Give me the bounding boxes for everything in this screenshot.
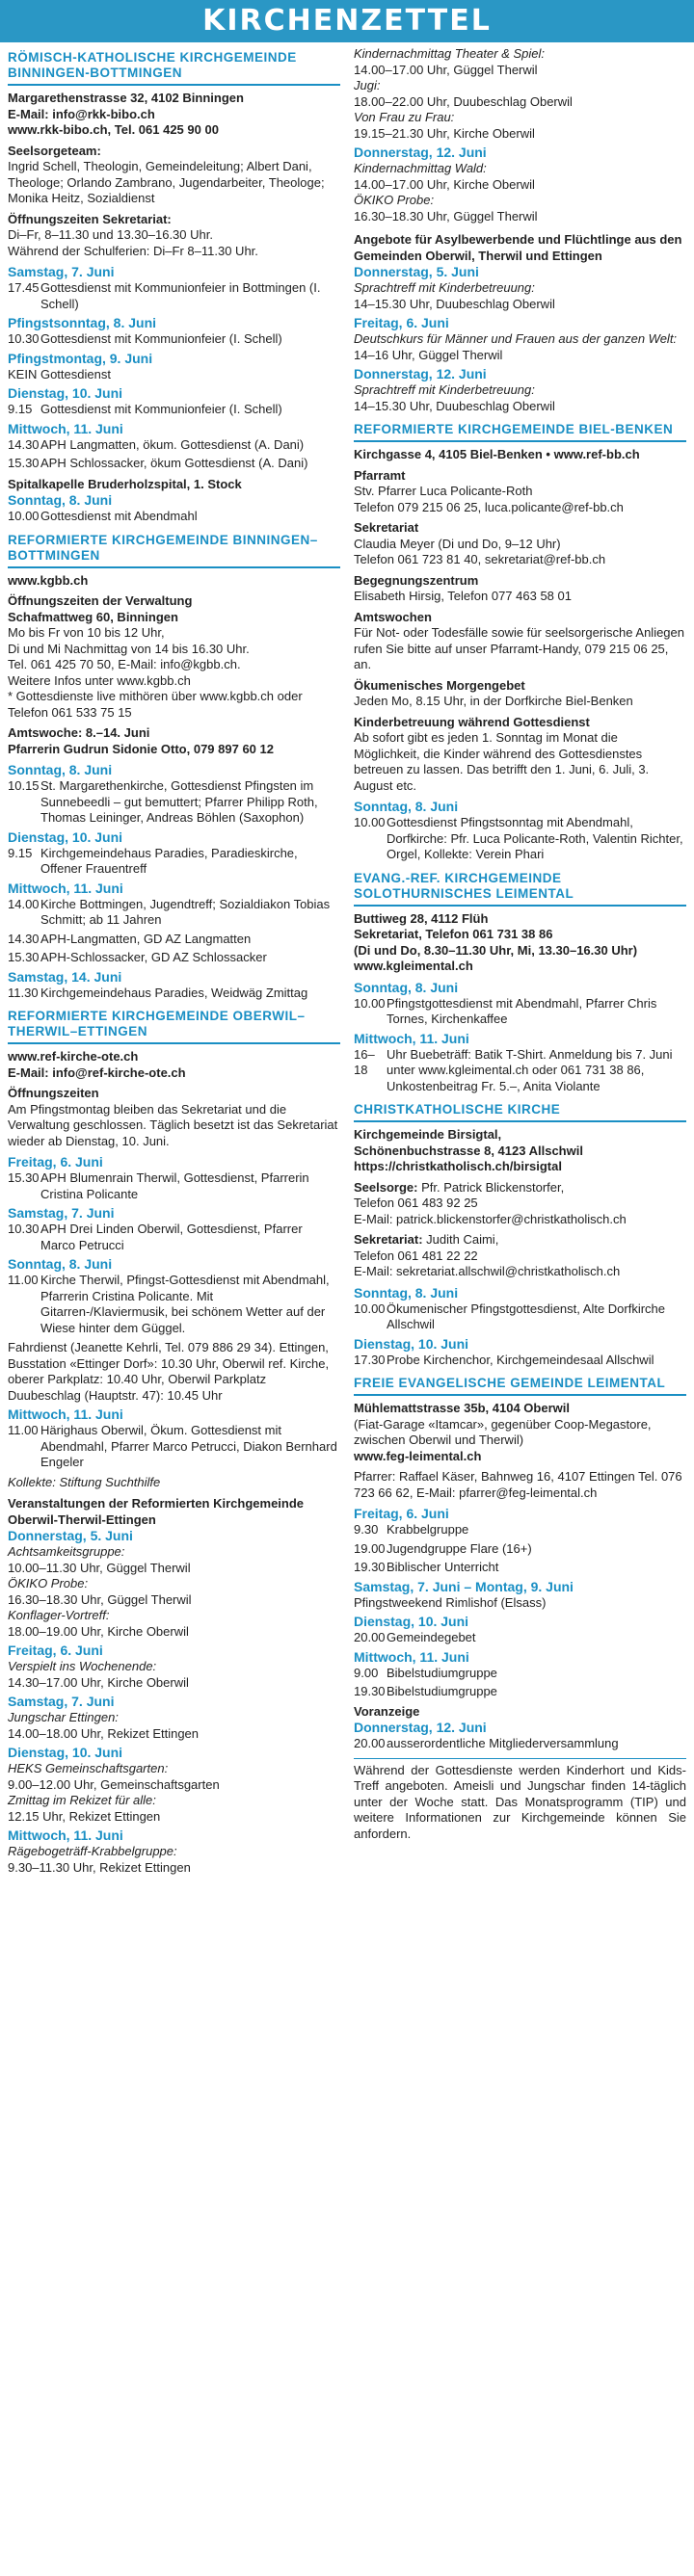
event-time: 11.00 xyxy=(8,1423,39,1437)
day-heading: Mittwoch, 11. Juni xyxy=(354,1648,469,1665)
day-heading: Samstag, 7. Juni xyxy=(8,1694,115,1709)
parish-name: Kirchgemeinde Birsigtal, xyxy=(354,1127,502,1142)
event-text: APH-Schlossacker, GD AZ Schlossacker xyxy=(40,950,267,964)
email: E-Mail: info@ref-kirche-ote.ch xyxy=(8,1065,186,1080)
day-heading: Dienstag, 10. Juni xyxy=(354,1614,469,1629)
office-info: Weitere Infos unter www.kgbb.ch xyxy=(8,672,191,688)
section-ref-oberwil-cont xyxy=(354,42,686,414)
activity-name: Verspielt ins Wochenende: xyxy=(8,1659,157,1673)
section-ref-binningen xyxy=(8,525,340,1002)
activity-name: Von Frau zu Frau: xyxy=(354,110,455,124)
activity-name: ÖKIKO Probe: xyxy=(354,193,435,207)
event-text: Gottesdienst Pfingstsonntag mit Abendmahl, Dorfkirche: Pfr. Luca Policante-Roth, Valentin Richter, Orgel, Kollekte: Verein Phari xyxy=(387,815,683,861)
activity-name: Zmittag im Rekizet für alle: xyxy=(8,1793,156,1807)
prayer-text: Jeden Mo, 8.15 Uhr, in der Dorfkirche Biel-Benken xyxy=(354,694,633,708)
event-text: Bibelstudiumgruppe xyxy=(387,1684,497,1698)
event xyxy=(354,1353,686,1369)
activity-time: 14.00–17.00 Uhr, Güggel Therwil xyxy=(354,62,538,77)
section-solothurn xyxy=(354,863,686,1095)
office-hours: Di und Mi Nachmittag von 14 bis 16.30 Uhr. xyxy=(8,641,250,656)
section-title: FREIE EVANGELISCHE GEMEINDE LEIMENTAL xyxy=(354,1368,686,1396)
office-heading: Sekretariat: xyxy=(354,1232,423,1247)
duty-week: Amtswoche: 8.–14. Juni xyxy=(8,725,150,740)
office-hours: (Di und Do, 8.30–11.30 Uhr, Mi, 13.30–16.30 Uhr) xyxy=(354,942,638,958)
closing-note: Während der Gottesdienste werden Kinderhort und Kids-Treff angeboten. Ameisli und Jungschar finden 14-täglich unter der Woche statt. Das Monatsprogramm (TIP) und weitere Informationen zur Kirchgemeinde können Sie anfordern. xyxy=(354,1762,686,1841)
events-heading: Veranstaltungen der Reformierten Kirchgemeinde Oberwil-Therwil-Ettingen xyxy=(8,1496,305,1527)
event-text: KEIN Gottesdienst xyxy=(8,366,111,381)
event-time: 14.00 xyxy=(8,896,40,911)
day-heading: Sonntag, 8. Juni xyxy=(8,762,113,777)
duty-pastor: Pfarrerin Gudrun Sidonie Otto, 079 897 60 12 xyxy=(8,741,274,756)
event xyxy=(8,1222,340,1253)
activity-time: 10.00–11.30 Uhr, Güggel Therwil xyxy=(8,1560,191,1575)
event-text: Gottesdienst mit Kommunionfeier in Bottmingen (I. Schell) xyxy=(40,280,321,311)
section-title: REFORMIERTE KIRCHGEMEINDE BIEL-BENKEN xyxy=(354,414,686,442)
activity-name: Jugi: xyxy=(354,78,381,92)
event-time: 10.00 xyxy=(8,509,40,523)
event-text: Kirche Bottmingen, Jugendtreff; Sozialdiakon Tobias Schmitt; ab 11 Jahren xyxy=(40,896,331,927)
event xyxy=(354,996,686,1028)
day-heading: Donnerstag, 5. Juni xyxy=(8,1528,133,1543)
event-time: 11.00 xyxy=(8,1273,39,1287)
day-heading: Sonntag, 8. Juni xyxy=(8,1256,113,1272)
activity-time: 9.30–11.30 Uhr, Rekizet Ettingen xyxy=(8,1859,191,1875)
activity-time: 12.15 Uhr, Rekizet Ettingen xyxy=(8,1808,161,1824)
activity-time: 16.30–18.30 Uhr, Güggel Therwil xyxy=(8,1591,192,1607)
office-phone: Sekretariat, Telefon 061 731 38 86 xyxy=(354,927,553,941)
right-column xyxy=(354,42,686,1876)
event-time: 17.45 xyxy=(8,280,40,295)
day-heading: Mittwoch, 11. Juni xyxy=(8,1827,123,1843)
office-heading: Öffnungszeiten der Verwaltung xyxy=(8,593,193,608)
preview-heading: Voranzeige xyxy=(354,1703,420,1719)
center-heading: Begegnungszentrum xyxy=(354,572,479,588)
event-time: 19.00 xyxy=(354,1540,386,1556)
event-time: 10.00 xyxy=(354,815,386,829)
event xyxy=(8,897,340,929)
event xyxy=(8,932,340,948)
event xyxy=(8,509,340,525)
event xyxy=(8,402,340,418)
divider xyxy=(354,1758,686,1759)
office-phone: Telefon 061 481 22 22 xyxy=(354,1248,478,1263)
day-heading: Dienstag, 10. Juni xyxy=(8,828,123,845)
event-text: APH-Langmatten, GD AZ Langmatten xyxy=(40,931,252,946)
activity-name: Achtsamkeitsgruppe: xyxy=(8,1544,125,1559)
care-name: Pfr. Patrick Blickenstorfer, xyxy=(421,1179,565,1195)
event-time: 15.30 xyxy=(8,1170,40,1185)
day-heading: Donnerstag, 12. Juni xyxy=(354,145,487,160)
website: www.rkk-bibo.ch, Tel. 061 425 90 00 xyxy=(8,122,219,137)
event-text: Probe Kirchenchor, Kirchgemeindesaal Allschwil xyxy=(387,1352,654,1367)
section-title: CHRISTKATHOLISCHE KIRCHE xyxy=(354,1094,686,1122)
day-heading: Pfingstsonntag, 8. Juni xyxy=(8,315,157,330)
event-text: Kirche Therwil, Pfingst-Gottesdienst mit Abendmahl, Pfarrerin Cristina Policante. Mit Gitarren-/Klaviermusik, bei schönem Wetter auf der Wiese hinter dem Güggel. xyxy=(40,1273,330,1335)
care-phone: Telefon 061 483 92 25 xyxy=(354,1196,478,1210)
event-text: St. Margarethenkirche, Gottesdienst Pfingsten im Sunnebeedli – gut bemuttert; Pfarrer Philipp Roth, Thomas Leininger, Andreas Böhlen (Saxophon) xyxy=(40,778,318,825)
event-time: 9.15 xyxy=(8,845,33,860)
day-heading: Samstag, 7. Juni – Montag, 9. Juni xyxy=(354,1578,574,1594)
event-text: Gottesdienst mit Kommunionfeier (I. Schell) xyxy=(40,402,282,416)
pastor-contact: Telefon 079 215 06 25, luca.policante@ref-bb.ch xyxy=(354,499,624,514)
content-columns xyxy=(0,42,694,1876)
left-column xyxy=(8,42,340,1876)
section-title: EVANG.-REF. KIRCHGEMEINDE SOLOTHURNISCHES LEIMENTAL xyxy=(354,863,686,907)
childcare-text: Ab sofort gibt es jeden 1. Sonntag im Monat die Möglichkeit, die Kinder während des Gottesdienstes betreuen zu lassen. Das betrifft den 1. Juni, 6. Juli, 3. August etc. xyxy=(354,730,650,793)
event xyxy=(354,1541,686,1558)
duty-text: Für Not- oder Todesfälle sowie für seelsorgerische Anliegen rufen Sie bitte auf unser Pfarramt-Handy, 079 215 06 25, an. xyxy=(354,625,684,671)
activity-time: 14.00–18.00 Uhr, Rekizet Ettingen xyxy=(8,1725,200,1741)
event-text: Krabbelgruppe xyxy=(387,1522,469,1537)
day-heading: Donnerstag, 12. Juni xyxy=(354,1720,487,1735)
event xyxy=(8,1170,340,1202)
day-heading: Freitag, 6. Juni xyxy=(354,1506,449,1521)
day-heading: Mittwoch, 11. Juni xyxy=(8,420,123,436)
section-title: REFORMIERTE KIRCHGEMEINDE OBERWIL–THERWIL–ETTINGEN xyxy=(8,1001,340,1044)
activity-time: 14–15.30 Uhr, Duubeschlag Oberwil xyxy=(354,398,555,413)
event-text: APH Drei Linden Oberwil, Gottesdienst, Pfarrer Marco Petrucci xyxy=(40,1222,303,1252)
day-heading: Dienstag, 10. Juni xyxy=(8,1745,123,1760)
page-title: KIRCHENZETTEL xyxy=(0,0,694,42)
activity-time: 9.00–12.00 Uhr, Gemeinschaftsgarten xyxy=(8,1776,220,1792)
day-heading: Freitag, 6. Juni xyxy=(354,315,449,330)
activity-name: Sprachtreff mit Kinderbetreuung: xyxy=(354,280,535,295)
day-heading: Mittwoch, 11. Juni xyxy=(8,880,123,896)
address: Margarethenstrasse 32, 4102 Binningen xyxy=(8,91,244,105)
website: https://christkatholisch.ch/birsigtal xyxy=(354,1159,562,1173)
event xyxy=(354,1630,686,1646)
event xyxy=(354,1047,686,1095)
day-heading: Sonntag, 8. Juni xyxy=(354,979,459,995)
activity-time: 14–16 Uhr, Güggel Therwil xyxy=(354,347,503,362)
activity-name: Deutschkurs für Männer und Frauen aus der ganzen Welt: xyxy=(354,331,678,346)
event-time: 19.30 xyxy=(354,1684,386,1698)
day-heading: Freitag, 6. Juni xyxy=(8,1154,103,1170)
office-hours-holidays: Während der Schulferien: Di–Fr 8–11.30 Uhr. xyxy=(8,243,258,258)
day-heading: Donnerstag, 12. Juni xyxy=(354,366,487,381)
pastor-info: Pfarrer: Raffael Käser, Bahnweg 16, 4107 Ettingen Tel. 076 723 66 62, E-Mail: pfarrer@feg-leimental.ch xyxy=(354,1469,682,1500)
event-time: 9.00 xyxy=(354,1665,379,1680)
day-heading: Sonntag, 8. Juni xyxy=(354,799,459,814)
office-contact: Telefon 061 723 81 40, sekretariat@ref-bb.ch xyxy=(354,552,606,566)
event-text: Kirchgemeindehaus Paradies, Weidwäg Zmittag xyxy=(40,985,308,1000)
event xyxy=(8,280,340,312)
event-text: Pfingstgottesdienst mit Abendmahl, Pfarrer Chris Tornes, Kirchenkaffee xyxy=(387,995,657,1026)
center-contact: Elisabeth Hirsig, Telefon 077 463 58 01 xyxy=(354,589,572,603)
office-hours: Mo bis Fr von 10 bis 12 Uhr, xyxy=(8,625,165,640)
day-heading: Samstag, 14. Juni xyxy=(8,968,122,985)
event-time: 10.30 xyxy=(8,331,40,346)
day-heading: Freitag, 6. Juni xyxy=(8,1643,103,1658)
event-text: Gottesdienst mit Kommunionfeier (I. Schell) xyxy=(40,331,282,346)
event xyxy=(8,1273,340,1336)
office-name: Judith Caimi, xyxy=(426,1232,499,1247)
event-time: 10.15 xyxy=(8,778,40,793)
event-time: 9.30 xyxy=(354,1522,379,1537)
event-time: 20.00 xyxy=(354,1630,386,1644)
address-note: (Fiat-Garage «Itamcar», gegenüber Coop-Megastore, zwischen Oberwil und Therwil) xyxy=(354,1416,652,1447)
event-text: Biblischer Unterricht xyxy=(387,1560,499,1574)
office-email: E-Mail: sekretariat.allschwil@christkatholisch.ch xyxy=(354,1264,621,1278)
duty-heading: Amtswochen xyxy=(354,609,432,624)
event xyxy=(354,1522,686,1538)
activity-time: 14–15.30 Uhr, Duubeschlag Oberwil xyxy=(354,296,555,311)
event-time: 10.30 xyxy=(8,1222,40,1236)
event-time: 20.00 xyxy=(354,1736,386,1750)
section-rk xyxy=(8,42,340,525)
office-address: Schafmattweg 60, Binningen xyxy=(8,609,178,624)
address: Kirchgasse 4, 4105 Biel-Benken • www.ref-bb.ch xyxy=(354,447,640,461)
activity-time: 14.30–17.00 Uhr, Kirche Oberwil xyxy=(8,1674,189,1690)
event-text: Kirchgemeindehaus Paradies, Paradieskirche, Offener Frauentreff xyxy=(40,845,298,876)
office-name: Claudia Meyer (Di und Do, 9–12 Uhr) xyxy=(354,536,561,551)
section-ref-oberwil xyxy=(8,1001,340,1876)
event-time: 14.30 xyxy=(8,436,40,452)
collection-note: Kollekte: Stiftung Suchthilfe xyxy=(8,1474,161,1489)
section-title: RÖMISCH-KATHOLISCHE KIRCHGEMEINDE BINNINGEN-BOTTMINGEN xyxy=(8,42,340,86)
activity-time: 14.00–17.00 Uhr, Kirche Oberwil xyxy=(354,176,535,192)
address: Buttiweg 28, 4112 Flüh xyxy=(354,910,489,926)
spital-heading: Spitalkapelle Bruderholzspital, 1. Stock xyxy=(8,476,242,491)
activity-name: Jungschar Ettingen: xyxy=(8,1710,119,1724)
event xyxy=(354,1684,686,1700)
event xyxy=(354,1301,686,1333)
event xyxy=(8,331,340,348)
event xyxy=(354,1736,686,1752)
event-time: 9.15 xyxy=(8,402,33,416)
event-time: 14.30 xyxy=(8,931,40,946)
day-heading: Samstag, 7. Juni xyxy=(8,1205,115,1221)
activity-name: Sprachtreff mit Kinderbetreuung: xyxy=(354,382,535,397)
event-time: 10.00 xyxy=(354,1301,386,1316)
day-heading: Mittwoch, 11. Juni xyxy=(354,1030,469,1046)
section-ref-biel-benken xyxy=(354,414,686,863)
event xyxy=(8,778,340,827)
day-heading: Sonntag, 8. Juni xyxy=(8,492,113,508)
event-text: ausserordentliche Mitgliederversammlung xyxy=(387,1736,619,1750)
event-time: 19.30 xyxy=(354,1560,386,1574)
event-time: 15.30 xyxy=(8,456,40,470)
event-time: 11.30 xyxy=(8,985,39,1000)
event xyxy=(8,437,340,454)
office-text: Am Pfingstmontag bleiben das Sekretariat und die Verwaltung geschlossen. Täglich besetzt ist das Sekretariat wieder ab Dienstag, 10. Juni. xyxy=(8,1101,338,1148)
day-heading: Dienstag, 10. Juni xyxy=(354,1335,469,1352)
office-heading: Öffnungszeiten Sekretariat: xyxy=(8,211,172,226)
asylum-heading: Angebote für Asylbewerbende und Flüchtlinge aus den Gemeinden Oberwil, Therwil und Ettingen xyxy=(354,232,682,263)
office-hours: Di–Fr, 8–11.30 und 13.30–16.30 Uhr. xyxy=(8,227,213,242)
day-heading: Samstag, 7. Juni xyxy=(8,264,115,279)
activity-name: Rägebogeträff-Krabbelgruppe: xyxy=(8,1844,177,1858)
event-text: APH Langmatten, ökum. Gottesdienst (A. Dani) xyxy=(40,436,305,452)
event-time: 16–18 xyxy=(354,1046,375,1077)
section-title: REFORMIERTE KIRCHGEMEINDE BINNINGEN–BOTTMINGEN xyxy=(8,525,340,568)
website: www.kgleimental.ch xyxy=(354,959,473,973)
event xyxy=(8,456,340,472)
event xyxy=(8,986,340,1002)
event-text: Härighaus Oberwil, Ökum. Gottesdienst mit Abendmahl, Pfarrer Marco Petrucci, Diakon Bernhard Engeler xyxy=(40,1423,337,1469)
office-heading: Öffnungszeiten xyxy=(8,1086,99,1100)
day-heading: Pfingstmontag, 9. Juni xyxy=(8,350,153,366)
event-text: Uhr Buebeträff: Batik T-Shirt. Anmeldung bis 7. Juni unter www.kgleimental.ch oder 061 731 38 86, Unkostenbeitrag Fr. 5.–, Anita Violante xyxy=(387,1046,673,1093)
activity-time: 18.00–19.00 Uhr, Kirche Oberwil xyxy=(8,1623,189,1639)
activity-name: ÖKIKO Probe: xyxy=(8,1576,89,1590)
website: www.feg-leimental.ch xyxy=(354,1448,482,1463)
event-time: 17.30 xyxy=(354,1352,386,1367)
event-text: Gottesdienst mit Abendmahl xyxy=(40,509,198,523)
event-text: Bibelstudiumgruppe xyxy=(387,1665,497,1680)
event xyxy=(8,1423,340,1471)
event-text: Jugendgruppe Flare (16+) xyxy=(387,1540,532,1556)
pastor-name: Stv. Pfarrer Luca Policante-Roth xyxy=(354,484,533,498)
address: Mühlemattstrasse 35b, 4104 Oberwil xyxy=(354,1401,570,1415)
live-note: * Gottesdienste live mithören über www.kgbb.ch oder Telefon 061 533 75 15 xyxy=(8,689,303,720)
activity-name: Kindernachmittag Theater & Spiel: xyxy=(354,46,545,61)
team-heading: Seelsorgeteam: xyxy=(8,143,101,158)
care-email: E-Mail: patrick.blickenstorfer@christkatholisch.ch xyxy=(354,1211,627,1226)
pastor-heading: Pfarramt xyxy=(354,467,406,483)
event xyxy=(354,1666,686,1682)
activity-time: 18.00–22.00 Uhr, Duubeschlag Oberwil xyxy=(354,93,573,109)
activity-name: Konflager-Vortreff: xyxy=(8,1608,110,1622)
activity-time: 19.15–21.30 Uhr, Kirche Oberwil xyxy=(354,125,535,141)
activity-time: 16.30–18.30 Uhr, Güggel Therwil xyxy=(354,208,538,223)
website: www.kgbb.ch xyxy=(8,572,89,588)
event-text: APH Blumenrain Therwil, Gottesdienst, Pfarrerin Cristina Policante xyxy=(40,1170,309,1201)
event xyxy=(8,950,340,966)
day-heading: Sonntag, 8. Juni xyxy=(354,1284,459,1301)
event xyxy=(8,846,340,878)
event-time: 15.30 xyxy=(8,950,40,964)
transport-info: Fahrdienst (Jeanette Kehrli, Tel. 079 886 29 34). Ettingen, Busstation «Ettinger Dorf»: 10.30 Uhr, Oberwil ref. Kirche, oberer Parkplatz: 10.40 Uhr, Oberwil Parkplatz Duubeschlag (Hauptstr. 47): 10.45 Uhr xyxy=(8,1340,330,1403)
address: Schönenbuchstrasse 8, 4123 Allschwil xyxy=(354,1143,583,1158)
office-contact: Tel. 061 425 70 50, E-Mail: info@kgbb.ch. xyxy=(8,657,241,671)
website: www.ref-kirche-ote.ch xyxy=(8,1049,139,1064)
event-text: APH Schlossacker, ökum Gottesdienst (A. Dani) xyxy=(40,456,308,470)
section-feg xyxy=(354,1368,686,1842)
team-text: Ingrid Schell, Theologin, Gemeindeleitung; Albert Dani, Theologe; Orlando Zambrano, Jugendarbeiter, Theologe; Monika Heitz, Sozialdienst xyxy=(8,159,325,205)
event-time: 10.00 xyxy=(354,995,386,1011)
prayer-heading: Ökumenisches Morgengebet xyxy=(354,677,525,693)
activity-name: Kindernachmittag Wald: xyxy=(354,161,487,175)
event-text: Pfingstweekend Rimlishof (Elsass) xyxy=(354,1594,547,1610)
event-text: Ökumenischer Pfingstgottesdienst, Alte Dorfkirche Allschwil xyxy=(387,1301,666,1331)
day-heading: Mittwoch, 11. Juni xyxy=(8,1406,123,1422)
event-text: Gemeindegebet xyxy=(387,1630,476,1644)
day-heading: Donnerstag, 5. Juni xyxy=(354,264,479,279)
event xyxy=(354,1560,686,1576)
office-heading: Sekretariat xyxy=(354,520,419,535)
day-heading: Dienstag, 10. Juni xyxy=(8,385,123,401)
care-heading: Seelsorge: xyxy=(354,1179,418,1195)
childcare-heading: Kinderbetreuung während Gottesdienst xyxy=(354,714,590,729)
email: E-Mail: info@rkk-bibo.ch xyxy=(8,106,155,121)
section-christkatholisch xyxy=(354,1094,686,1368)
event xyxy=(354,815,686,863)
activity-name: HEKS Gemeinschaftsgarten: xyxy=(8,1761,169,1775)
